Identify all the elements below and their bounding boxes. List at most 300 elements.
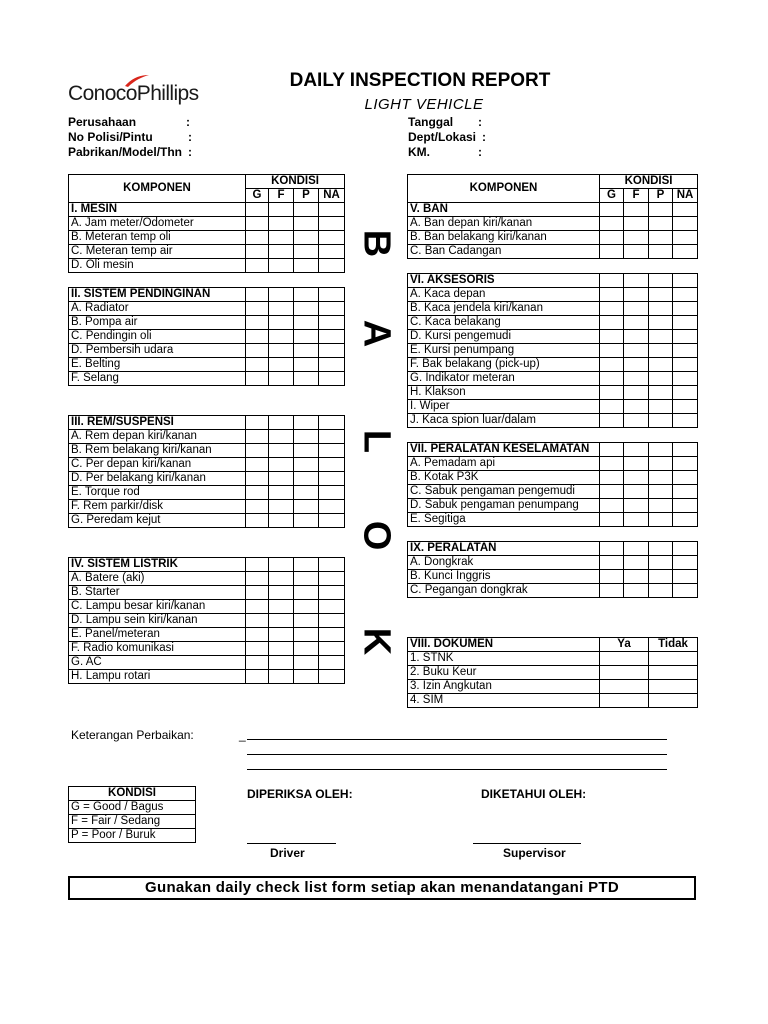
check-cell[interactable] xyxy=(294,245,319,259)
check-cell[interactable] xyxy=(294,444,319,458)
check-cell[interactable] xyxy=(319,670,345,684)
check-cell[interactable] xyxy=(319,444,345,458)
check-cell[interactable] xyxy=(294,500,319,514)
item-label: 4. SIM xyxy=(408,694,600,708)
check-cell[interactable] xyxy=(624,288,649,302)
check-cell[interactable] xyxy=(319,472,345,486)
check-cell[interactable] xyxy=(246,316,269,330)
check-cell[interactable] xyxy=(624,372,649,386)
check-cell[interactable] xyxy=(319,656,345,670)
check-cell[interactable] xyxy=(649,372,673,386)
check-cell[interactable] xyxy=(673,274,698,288)
check-cell[interactable] xyxy=(600,471,624,485)
check-cell[interactable] xyxy=(269,259,294,273)
check-cell[interactable] xyxy=(600,203,624,217)
check-cell[interactable] xyxy=(294,330,319,344)
section-title: V. BAN xyxy=(408,203,600,217)
check-cell[interactable] xyxy=(294,231,319,245)
check-cell[interactable] xyxy=(600,344,624,358)
check-cell[interactable] xyxy=(600,584,624,598)
check-cell[interactable] xyxy=(600,666,649,680)
check-cell[interactable] xyxy=(246,416,269,430)
check-cell[interactable] xyxy=(319,458,345,472)
check-cell[interactable] xyxy=(624,358,649,372)
check-cell[interactable] xyxy=(269,656,294,670)
check-cell[interactable] xyxy=(269,288,294,302)
table-row xyxy=(408,570,698,584)
check-cell[interactable] xyxy=(624,471,649,485)
item-label: A. Radiator xyxy=(69,302,246,316)
table-row xyxy=(408,245,698,259)
section-row xyxy=(408,203,698,217)
check-cell[interactable] xyxy=(269,316,294,330)
check-cell[interactable] xyxy=(294,656,319,670)
check-cell[interactable] xyxy=(624,584,649,598)
check-cell[interactable] xyxy=(649,386,673,400)
check-cell[interactable] xyxy=(319,416,345,430)
check-cell[interactable] xyxy=(294,558,319,572)
keterangan-line[interactable] xyxy=(247,769,667,770)
check-cell[interactable] xyxy=(673,570,698,584)
check-cell[interactable] xyxy=(600,274,624,288)
footer-note: Gunakan daily check list form setiap akan menandatangani PTD xyxy=(68,876,696,900)
check-cell[interactable] xyxy=(319,430,345,444)
check-cell[interactable] xyxy=(624,330,649,344)
item-label: A. Ban depan kiri/kanan xyxy=(408,217,600,231)
check-cell[interactable] xyxy=(649,414,673,428)
check-cell[interactable] xyxy=(673,302,698,316)
check-cell[interactable] xyxy=(600,513,624,527)
check-cell[interactable] xyxy=(649,217,673,231)
section-title: I. MESIN xyxy=(69,203,246,217)
check-cell[interactable] xyxy=(269,642,294,656)
check-cell[interactable] xyxy=(600,330,624,344)
table-row xyxy=(69,628,345,642)
check-cell[interactable] xyxy=(269,500,294,514)
check-cell[interactable] xyxy=(294,572,319,586)
check-cell[interactable] xyxy=(319,316,345,330)
item-label: D. Per belakang kiri/kanan xyxy=(69,472,246,486)
komponen-header: KOMPONEN xyxy=(69,175,246,203)
check-cell[interactable] xyxy=(246,628,269,642)
balok-letter: O xyxy=(355,520,398,551)
check-cell[interactable] xyxy=(600,542,624,556)
check-cell[interactable] xyxy=(649,499,673,513)
check-cell[interactable] xyxy=(673,358,698,372)
check-cell[interactable] xyxy=(600,231,624,245)
check-cell[interactable] xyxy=(294,642,319,656)
item-label: D. Sabuk pengaman penumpang xyxy=(408,499,600,513)
check-cell[interactable] xyxy=(246,458,269,472)
check-cell[interactable] xyxy=(319,302,345,316)
check-cell[interactable] xyxy=(246,259,269,273)
check-cell[interactable] xyxy=(600,245,624,259)
table-row xyxy=(69,572,345,586)
check-cell[interactable] xyxy=(600,288,624,302)
check-cell[interactable] xyxy=(649,344,673,358)
item-label: E. Torque rod xyxy=(69,486,246,500)
check-cell[interactable] xyxy=(624,302,649,316)
check-cell[interactable] xyxy=(269,472,294,486)
item-label: H. Lampu rotari xyxy=(69,670,246,684)
check-cell[interactable] xyxy=(624,499,649,513)
item-label: E. Kursi penumpang xyxy=(408,344,600,358)
item-label: J. Kaca spion luar/dalam xyxy=(408,414,600,428)
section-row xyxy=(69,416,345,430)
check-cell[interactable] xyxy=(600,570,624,584)
check-cell[interactable] xyxy=(673,386,698,400)
check-cell[interactable] xyxy=(294,430,319,444)
check-cell[interactable] xyxy=(269,600,294,614)
check-cell[interactable] xyxy=(246,656,269,670)
check-cell[interactable] xyxy=(673,316,698,330)
check-cell[interactable] xyxy=(600,372,624,386)
check-cell[interactable] xyxy=(269,670,294,684)
komponen-header: KOMPONEN xyxy=(408,175,600,203)
check-cell[interactable] xyxy=(294,416,319,430)
check-cell[interactable] xyxy=(246,600,269,614)
check-cell[interactable] xyxy=(624,485,649,499)
check-cell[interactable] xyxy=(246,444,269,458)
table-spacer xyxy=(408,259,698,274)
check-cell[interactable] xyxy=(319,558,345,572)
table-row xyxy=(408,400,698,414)
field-colon: : xyxy=(478,115,482,129)
check-cell[interactable] xyxy=(624,245,649,259)
table-row xyxy=(69,330,345,344)
check-cell[interactable] xyxy=(600,499,624,513)
check-cell[interactable] xyxy=(649,694,698,708)
table-row xyxy=(408,330,698,344)
table-row xyxy=(69,458,345,472)
check-cell[interactable] xyxy=(246,500,269,514)
check-cell[interactable] xyxy=(649,680,698,694)
check-cell[interactable] xyxy=(624,231,649,245)
check-cell[interactable] xyxy=(624,556,649,570)
check-cell[interactable] xyxy=(673,443,698,457)
item-label: A. Batere (aki) xyxy=(69,572,246,586)
check-cell[interactable] xyxy=(246,642,269,656)
check-cell[interactable] xyxy=(246,372,269,386)
section-row xyxy=(69,203,345,217)
check-cell[interactable] xyxy=(246,558,269,572)
check-cell[interactable] xyxy=(673,457,698,471)
supervisor-signature-line[interactable] xyxy=(473,843,581,844)
check-cell[interactable] xyxy=(624,203,649,217)
check-cell[interactable] xyxy=(294,586,319,600)
check-cell[interactable] xyxy=(600,316,624,330)
check-cell[interactable] xyxy=(269,628,294,642)
check-cell[interactable] xyxy=(673,414,698,428)
logo-wordmark: ConocoPhillips xyxy=(68,82,199,105)
check-cell[interactable] xyxy=(294,203,319,217)
check-cell[interactable] xyxy=(294,514,319,528)
check-cell[interactable] xyxy=(600,400,624,414)
check-cell[interactable] xyxy=(319,586,345,600)
check-cell[interactable] xyxy=(246,670,269,684)
field-colon: : xyxy=(188,145,192,159)
check-cell[interactable] xyxy=(649,443,673,457)
check-cell[interactable] xyxy=(649,203,673,217)
check-cell[interactable] xyxy=(294,344,319,358)
check-cell[interactable] xyxy=(246,245,269,259)
check-cell[interactable] xyxy=(649,245,673,259)
check-cell[interactable] xyxy=(600,457,624,471)
check-cell[interactable] xyxy=(624,513,649,527)
check-cell[interactable] xyxy=(600,386,624,400)
check-cell[interactable] xyxy=(319,231,345,245)
check-cell[interactable] xyxy=(673,344,698,358)
section-row xyxy=(408,443,698,457)
check-cell[interactable] xyxy=(294,670,319,684)
check-cell[interactable] xyxy=(600,556,624,570)
check-cell[interactable] xyxy=(294,302,319,316)
check-cell[interactable] xyxy=(294,259,319,273)
check-cell[interactable] xyxy=(319,642,345,656)
check-cell[interactable] xyxy=(649,666,698,680)
table-row xyxy=(69,486,345,500)
check-cell[interactable] xyxy=(246,217,269,231)
check-cell[interactable] xyxy=(246,586,269,600)
check-cell[interactable] xyxy=(649,274,673,288)
check-cell[interactable] xyxy=(600,694,649,708)
check-cell[interactable] xyxy=(294,458,319,472)
check-cell[interactable] xyxy=(246,344,269,358)
check-cell[interactable] xyxy=(600,443,624,457)
check-cell[interactable] xyxy=(673,203,698,217)
check-cell[interactable] xyxy=(624,570,649,584)
check-cell[interactable] xyxy=(600,302,624,316)
check-cell[interactable] xyxy=(294,358,319,372)
check-cell[interactable] xyxy=(269,245,294,259)
check-cell[interactable] xyxy=(624,443,649,457)
field-label-tanggal: Tanggal xyxy=(408,115,454,129)
kondisi-header: KONDISI xyxy=(246,175,345,189)
check-cell[interactable] xyxy=(673,584,698,598)
section-title: II. SISTEM PENDINGINAN xyxy=(69,288,246,302)
check-cell[interactable] xyxy=(269,558,294,572)
table-row xyxy=(408,556,698,570)
keterangan-line[interactable] xyxy=(247,754,667,755)
check-cell[interactable] xyxy=(269,572,294,586)
check-cell[interactable] xyxy=(649,485,673,499)
item-label: D. Lampu sein kiri/kanan xyxy=(69,614,246,628)
check-cell[interactable] xyxy=(246,231,269,245)
check-cell[interactable] xyxy=(294,628,319,642)
check-cell[interactable] xyxy=(269,486,294,500)
check-cell[interactable] xyxy=(269,614,294,628)
check-cell[interactable] xyxy=(269,514,294,528)
check-cell[interactable] xyxy=(649,584,673,598)
check-cell[interactable] xyxy=(673,400,698,414)
check-cell[interactable] xyxy=(294,472,319,486)
check-cell[interactable] xyxy=(624,414,649,428)
table-row xyxy=(69,302,345,316)
check-cell[interactable] xyxy=(246,203,269,217)
legend-item: P = Poor / Buruk xyxy=(69,829,196,843)
section-title: IV. SISTEM LISTRIK xyxy=(69,558,246,572)
table-row xyxy=(408,217,698,231)
check-cell[interactable] xyxy=(673,245,698,259)
check-cell[interactable] xyxy=(649,316,673,330)
check-cell[interactable] xyxy=(673,330,698,344)
table-row xyxy=(408,471,698,485)
check-cell[interactable] xyxy=(319,614,345,628)
check-cell[interactable] xyxy=(600,652,649,666)
check-cell[interactable] xyxy=(649,471,673,485)
check-cell[interactable] xyxy=(649,358,673,372)
check-cell[interactable] xyxy=(319,203,345,217)
check-cell[interactable] xyxy=(649,570,673,584)
check-cell[interactable] xyxy=(269,302,294,316)
check-cell[interactable] xyxy=(649,231,673,245)
check-cell[interactable] xyxy=(246,472,269,486)
table-row xyxy=(69,231,345,245)
check-cell[interactable] xyxy=(673,288,698,302)
check-cell[interactable] xyxy=(649,652,698,666)
check-cell[interactable] xyxy=(246,486,269,500)
check-cell[interactable] xyxy=(246,514,269,528)
check-cell[interactable] xyxy=(269,586,294,600)
check-cell[interactable] xyxy=(673,231,698,245)
check-cell[interactable] xyxy=(269,430,294,444)
check-cell[interactable] xyxy=(600,358,624,372)
check-cell[interactable] xyxy=(600,217,624,231)
item-label: C. Pendingin oli xyxy=(69,330,246,344)
table-row xyxy=(69,600,345,614)
check-cell[interactable] xyxy=(319,344,345,358)
check-cell[interactable] xyxy=(269,458,294,472)
check-cell[interactable] xyxy=(624,217,649,231)
table-spacer xyxy=(408,428,698,443)
table-row xyxy=(408,316,698,330)
check-cell[interactable] xyxy=(246,302,269,316)
check-cell[interactable] xyxy=(624,316,649,330)
check-cell[interactable] xyxy=(624,274,649,288)
check-cell[interactable] xyxy=(319,600,345,614)
check-cell[interactable] xyxy=(673,217,698,231)
section-row xyxy=(408,542,698,556)
check-cell[interactable] xyxy=(624,400,649,414)
check-cell[interactable] xyxy=(624,542,649,556)
check-cell[interactable] xyxy=(673,513,698,527)
item-label: C. Per depan kiri/kanan xyxy=(69,458,246,472)
check-cell[interactable] xyxy=(649,302,673,316)
check-cell[interactable] xyxy=(649,330,673,344)
field-label-pabrikan: Pabrikan/Model/Thn xyxy=(68,145,183,159)
check-cell[interactable] xyxy=(246,330,269,344)
check-cell[interactable] xyxy=(269,231,294,245)
check-cell[interactable] xyxy=(673,499,698,513)
check-cell[interactable] xyxy=(319,245,345,259)
check-cell[interactable] xyxy=(269,372,294,386)
page-title: DAILY INSPECTION REPORT xyxy=(289,70,551,91)
check-cell[interactable] xyxy=(246,358,269,372)
check-cell[interactable] xyxy=(319,330,345,344)
keterangan-line[interactable] xyxy=(247,739,667,740)
check-cell[interactable] xyxy=(649,457,673,471)
check-cell[interactable] xyxy=(600,414,624,428)
check-cell[interactable] xyxy=(269,444,294,458)
check-cell[interactable] xyxy=(294,217,319,231)
check-cell[interactable] xyxy=(673,372,698,386)
check-cell[interactable] xyxy=(246,430,269,444)
item-label: I. Wiper xyxy=(408,400,600,414)
section-row xyxy=(69,558,345,572)
kondisi-col-header: NA xyxy=(673,189,698,203)
check-cell[interactable] xyxy=(246,288,269,302)
check-cell[interactable] xyxy=(600,485,624,499)
check-cell[interactable] xyxy=(269,330,294,344)
check-cell[interactable] xyxy=(294,288,319,302)
item-label: D. Pembersih udara xyxy=(69,344,246,358)
table-row xyxy=(408,499,698,513)
item-label: E. Segitiga xyxy=(408,513,600,527)
table-row xyxy=(69,670,345,684)
check-cell[interactable] xyxy=(294,614,319,628)
check-cell[interactable] xyxy=(319,500,345,514)
item-label: D. Oli mesin xyxy=(69,259,246,273)
table-row xyxy=(408,288,698,302)
check-cell[interactable] xyxy=(269,358,294,372)
check-cell[interactable] xyxy=(649,542,673,556)
check-cell[interactable] xyxy=(269,416,294,430)
check-cell[interactable] xyxy=(649,400,673,414)
item-label: E. Panel/meteran xyxy=(69,628,246,642)
table-row xyxy=(69,245,345,259)
check-cell[interactable] xyxy=(624,457,649,471)
check-cell[interactable] xyxy=(673,556,698,570)
check-cell[interactable] xyxy=(319,288,345,302)
check-cell[interactable] xyxy=(269,203,294,217)
check-cell[interactable] xyxy=(319,372,345,386)
check-cell[interactable] xyxy=(319,358,345,372)
check-cell[interactable] xyxy=(673,471,698,485)
check-cell[interactable] xyxy=(294,600,319,614)
check-cell[interactable] xyxy=(294,486,319,500)
check-cell[interactable] xyxy=(319,259,345,273)
check-cell[interactable] xyxy=(600,680,649,694)
check-cell[interactable] xyxy=(673,542,698,556)
check-cell[interactable] xyxy=(649,513,673,527)
table-row xyxy=(408,386,698,400)
check-cell[interactable] xyxy=(319,628,345,642)
check-cell[interactable] xyxy=(246,572,269,586)
check-cell[interactable] xyxy=(624,344,649,358)
check-cell[interactable] xyxy=(269,344,294,358)
item-label: 3. Izin Angkutan xyxy=(408,680,600,694)
item-label: B. Kotak P3K xyxy=(408,471,600,485)
table-row xyxy=(69,444,345,458)
field-colon: : xyxy=(482,130,486,144)
check-cell[interactable] xyxy=(294,316,319,330)
check-cell[interactable] xyxy=(319,217,345,231)
check-cell[interactable] xyxy=(246,614,269,628)
check-cell[interactable] xyxy=(649,288,673,302)
table-row xyxy=(408,231,698,245)
check-cell[interactable] xyxy=(319,486,345,500)
check-cell[interactable] xyxy=(269,217,294,231)
check-cell[interactable] xyxy=(673,485,698,499)
check-cell[interactable] xyxy=(649,556,673,570)
check-cell[interactable] xyxy=(624,386,649,400)
check-cell[interactable] xyxy=(319,572,345,586)
item-label: C. Kaca belakang xyxy=(408,316,600,330)
check-cell[interactable] xyxy=(294,372,319,386)
driver-signature-line[interactable] xyxy=(247,843,336,844)
item-label: A. Pemadam api xyxy=(408,457,600,471)
check-cell[interactable] xyxy=(319,514,345,528)
